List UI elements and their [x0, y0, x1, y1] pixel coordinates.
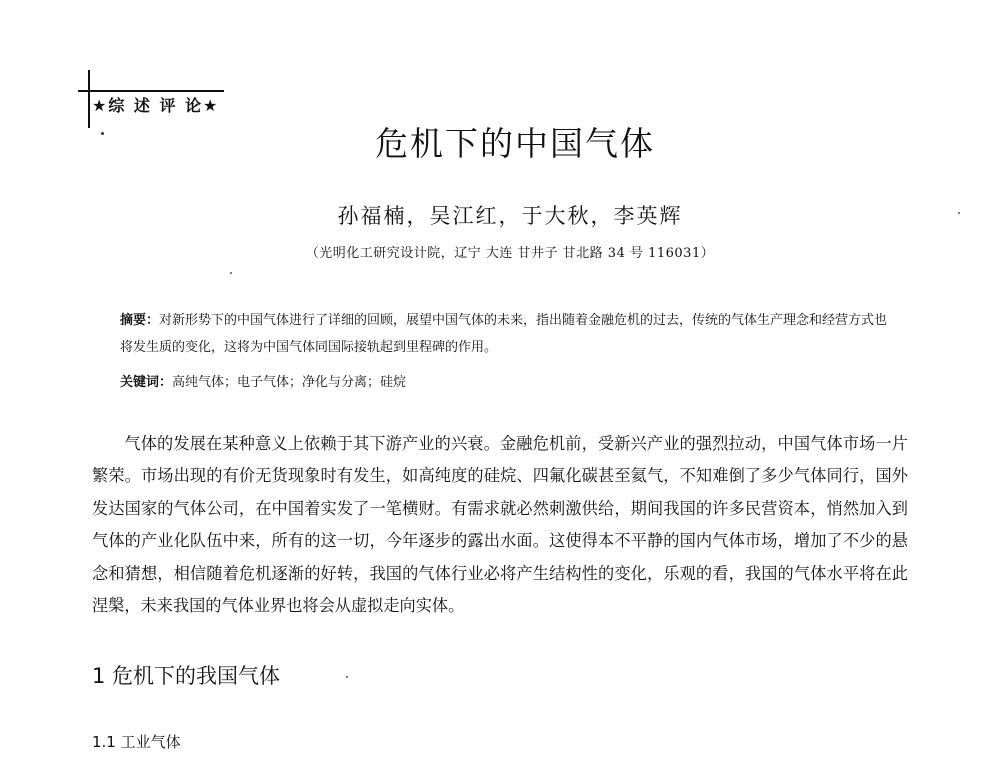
scan-dot [230, 272, 232, 274]
subsection-heading: 1.1 工业气体 [92, 733, 181, 751]
body-paragraph: 气体的发展在某种意义上依赖于其下游产业的兴衰。金融危机前，受新兴产业的强烈拉动，中国气体市场一片繁荣。市场出现的有价无货现象时有发生，如高纯度的硅烷、四氟化碳甚至氦气，不知难倒了多少气体同行，国外发达国家的气体公司，在中国着实发了一笔横财。有需求就必然刺激供给，期间我国的许多民营资本，悄然加入到气体的产业化队伍中来，所有的这一切，今年逐步的露出水面。这使得本不平静的国内气体市场，增加了不少的悬念和猜想，相信随着危机逐渐的好转，我国的气体行业必将产生结构性的变化，乐观的看，我国的气体水平将在此涅槃，未来我国的气体业界也将会从虚拟走向实体。 [92, 434, 908, 616]
section-label: ★综 述 评 论★ [92, 96, 220, 115]
keywords-text: 高纯气体；电子气体；净化与分离；硅烷 [172, 375, 407, 390]
author-list: 孙福楠，吴江红，于大秋，李英辉 [337, 204, 683, 228]
keywords-label: 关键词： [120, 375, 173, 390]
section-heading: 1 危机下的我国气体 [92, 664, 281, 688]
abstract [120, 307, 900, 361]
scan-dot [958, 212, 960, 214]
scan-dot [346, 676, 348, 678]
label-horizontal-rule [78, 90, 224, 92]
author-affiliation: （光明化工研究设计院，辽宁 大连 甘井子 甘北路 34 号 116031） [305, 246, 715, 261]
abstract-label: 摘要： [120, 313, 160, 328]
abstract-text: 对新形势下的中国气体进行了详细的回顾，展望中国气体的未来，指出随着金融危机的过去，传统的气体生产理念和经营方式也将发生质的变化，这将为中国气体同国际接轨起到里程碑的作用。 [120, 313, 888, 355]
article-title: 危机下的中国气体 [375, 124, 655, 163]
keywords [120, 372, 900, 394]
